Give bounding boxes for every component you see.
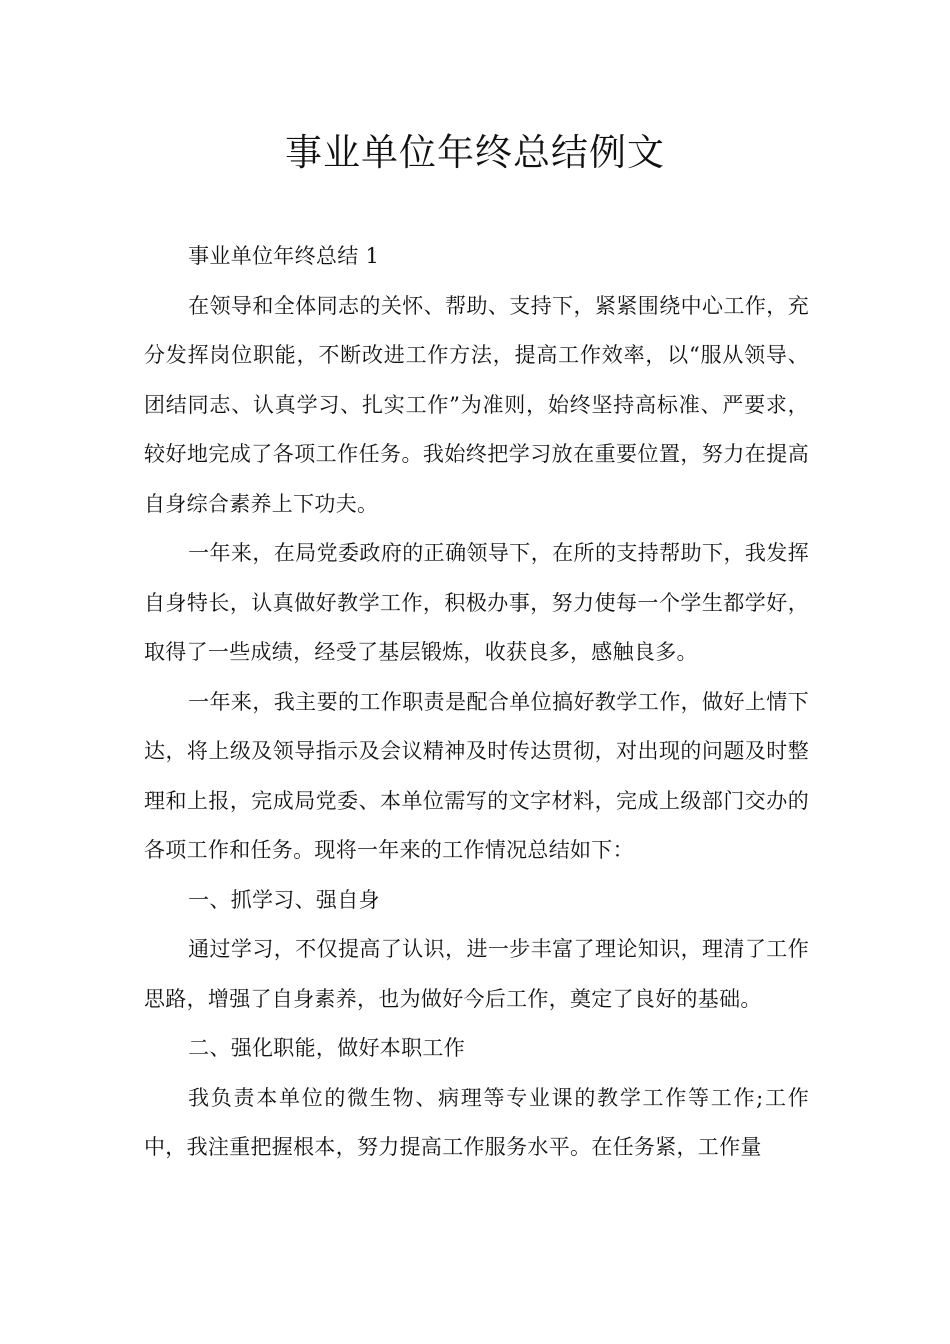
paragraph: 一年来，在局党委政府的正确领导下，在所的支持帮助下，我发挥自身特长，认真做好教学工作，积极办事，努力使每一个学生都学好，取得了一些成绩，经受了基层锻炼，收获良多，感触良多。 xyxy=(144,541,809,664)
document-body xyxy=(144,232,809,1173)
paragraph: 我负责本单位的微生物、病理等专业课的教学工作等工作;工作中，我注重把握根本，努力提高工作服务水平。在任务紧，工作量 xyxy=(144,1085,809,1159)
section-heading: 事业单位年终总结 1 xyxy=(188,244,380,268)
paragraph: 在领导和全体同志的关怀、帮助、支持下，紧紧围绕中心工作，充分发挥岗位职能，不断改进工作方法，提高工作效率，以“服从领导、团结同志、认真学习、扎实工作”为准则，始终坚持高标准、严要求，较好地完成了各项工作任务。我始终把学习放在重要位置，努力在提高自身综合素养上下功夫。 xyxy=(144,293,809,516)
section-heading: 一、抓学习、强自身 xyxy=(188,887,380,912)
paragraph: 一年来，我主要的工作职责是配合单位搞好教学工作，做好上情下达，将上级及领导指示及会议精神及时传达贯彻，对出现的问题及时整理和上报，完成局党委、本单位需写的文字材料，完成上级部门交办的各项工作和任务。现将一年来的工作情况总结如下： xyxy=(144,689,809,862)
paragraph: 通过学习，不仅提高了认识，进一步丰富了理论知识，理清了工作思路，增强了自身素养，也为做好今后工作，奠定了良好的基础。 xyxy=(144,937,809,1011)
section-heading: 二、强化职能，做好本职工作 xyxy=(188,1036,465,1060)
document-title: 事业单位年终总结例文 xyxy=(285,131,665,174)
